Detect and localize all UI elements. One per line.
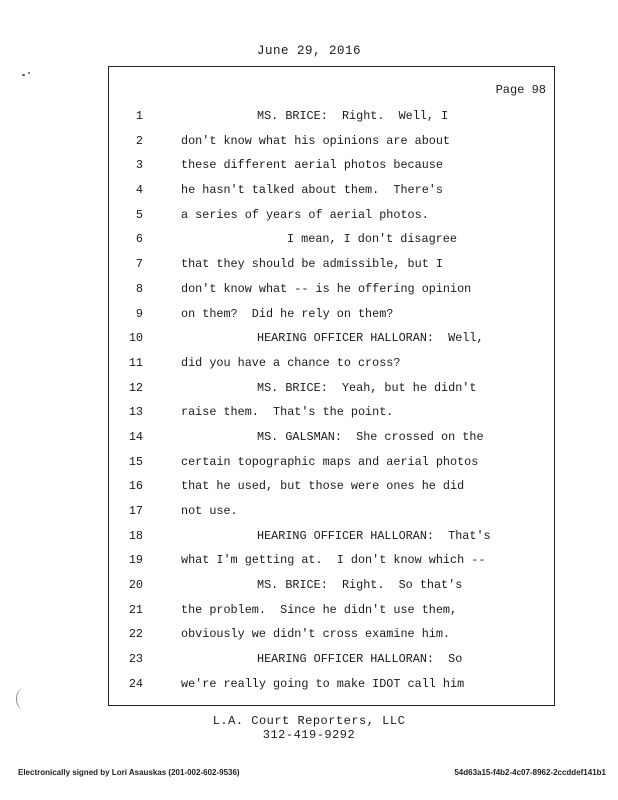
line-text: obviously we didn't cross examine him. bbox=[181, 627, 451, 642]
line-number: 10 bbox=[128, 331, 143, 346]
document-id: 54d63a15-f4b2-4c07-8962-2ccddef141b1 bbox=[454, 768, 606, 777]
line-text: MS. BRICE: Right. Well, I bbox=[257, 109, 449, 123]
page-number: Page 98 bbox=[495, 83, 546, 97]
transcript-line bbox=[109, 647, 554, 672]
electronic-signature-note: Electronically signed by Lori Asauskas (201-002-602-9536) bbox=[18, 768, 240, 777]
line-number: 1 bbox=[135, 109, 143, 123]
scan-speck bbox=[22, 74, 25, 76]
line-number: 21 bbox=[128, 602, 143, 617]
line-number: 6 bbox=[135, 232, 143, 247]
transcript-lines bbox=[109, 104, 554, 697]
line-text: HEARING OFFICER HALLORAN: Well, bbox=[257, 331, 484, 346]
line-number: 15 bbox=[128, 454, 143, 469]
scan-speck bbox=[28, 72, 30, 74]
line-text: on them? Did he rely on them? bbox=[181, 306, 394, 321]
transcript-line bbox=[109, 376, 554, 401]
line-text: a series of years of aerial photos. bbox=[181, 207, 429, 222]
line-number: 18 bbox=[128, 528, 143, 543]
line-text: did you have a chance to cross? bbox=[181, 355, 401, 370]
line-number: 17 bbox=[128, 504, 143, 518]
transcript-page bbox=[108, 66, 555, 706]
scan-artifact bbox=[16, 688, 31, 710]
transcript-line bbox=[109, 129, 554, 154]
line-text: that they should be admissible, but I bbox=[181, 257, 443, 272]
line-number: 19 bbox=[128, 553, 143, 568]
line-text: don't know what his opinions are about bbox=[181, 133, 451, 148]
line-number: 13 bbox=[128, 405, 143, 420]
line-number: 5 bbox=[135, 207, 143, 222]
line-text: the problem. Since he didn't use them, bbox=[181, 602, 458, 617]
line-text: that he used, but those were ones he did bbox=[181, 479, 465, 494]
line-text: don't know what -- is he offering opinion bbox=[181, 281, 472, 296]
court-reporter-name: L.A. Court Reporters, LLC bbox=[212, 714, 406, 728]
line-number: 24 bbox=[128, 676, 143, 691]
transcript-line bbox=[109, 277, 554, 302]
transcript-line bbox=[109, 548, 554, 573]
transcript-line bbox=[109, 351, 554, 376]
transcript-line bbox=[109, 573, 554, 598]
transcript-line bbox=[109, 203, 554, 228]
line-text: MS. GALSMAN: She crossed on the bbox=[257, 429, 484, 444]
transcript-line bbox=[109, 104, 554, 129]
court-reporter-phone: 312-419-9292 bbox=[262, 728, 356, 742]
line-text: HEARING OFFICER HALLORAN: That's bbox=[257, 528, 491, 543]
line-number: 20 bbox=[128, 578, 143, 593]
transcript-line bbox=[109, 474, 554, 499]
line-number: 23 bbox=[128, 652, 143, 667]
transcript-line bbox=[109, 499, 554, 524]
transcript-line bbox=[109, 524, 554, 549]
line-text: we're really going to make IDOT call him bbox=[181, 676, 465, 691]
line-number: 11 bbox=[128, 355, 143, 370]
transcript-line bbox=[109, 326, 554, 351]
transcript-line bbox=[109, 450, 554, 475]
line-number: 4 bbox=[135, 183, 143, 198]
line-text: he hasn't talked about them. There's bbox=[181, 183, 443, 198]
line-text: MS. BRICE: Yeah, but he didn't bbox=[257, 380, 477, 395]
line-text: HEARING OFFICER HALLORAN: So bbox=[257, 652, 463, 667]
line-number: 8 bbox=[135, 281, 143, 296]
line-number: 22 bbox=[128, 627, 143, 642]
transcript-line bbox=[109, 622, 554, 647]
line-text: these different aerial photos because bbox=[181, 158, 443, 173]
line-number: 3 bbox=[135, 158, 143, 173]
line-number: 9 bbox=[135, 306, 143, 321]
transcript-line bbox=[109, 178, 554, 203]
transcript-line bbox=[109, 227, 554, 252]
line-text: I mean, I don't disagree bbox=[287, 232, 457, 247]
transcript-line bbox=[109, 425, 554, 450]
line-number: 7 bbox=[135, 257, 143, 272]
line-text: raise them. That's the point. bbox=[181, 405, 394, 420]
transcript-line bbox=[109, 400, 554, 425]
line-number: 2 bbox=[135, 133, 143, 148]
transcript-line bbox=[109, 598, 554, 623]
transcript-line bbox=[109, 252, 554, 277]
line-text: not use. bbox=[181, 504, 238, 518]
transcript-line bbox=[109, 672, 554, 697]
line-number: 12 bbox=[128, 380, 143, 395]
transcript-line bbox=[109, 153, 554, 178]
line-text: what I'm getting at. I don't know which -- bbox=[181, 553, 486, 568]
line-text: MS. BRICE: Right. So that's bbox=[257, 578, 463, 593]
line-number: 16 bbox=[128, 479, 143, 494]
transcript-date: June 29, 2016 bbox=[256, 44, 362, 58]
line-text: certain topographic maps and aerial photos bbox=[181, 454, 479, 469]
line-number: 14 bbox=[128, 429, 143, 444]
transcript-line bbox=[109, 302, 554, 327]
